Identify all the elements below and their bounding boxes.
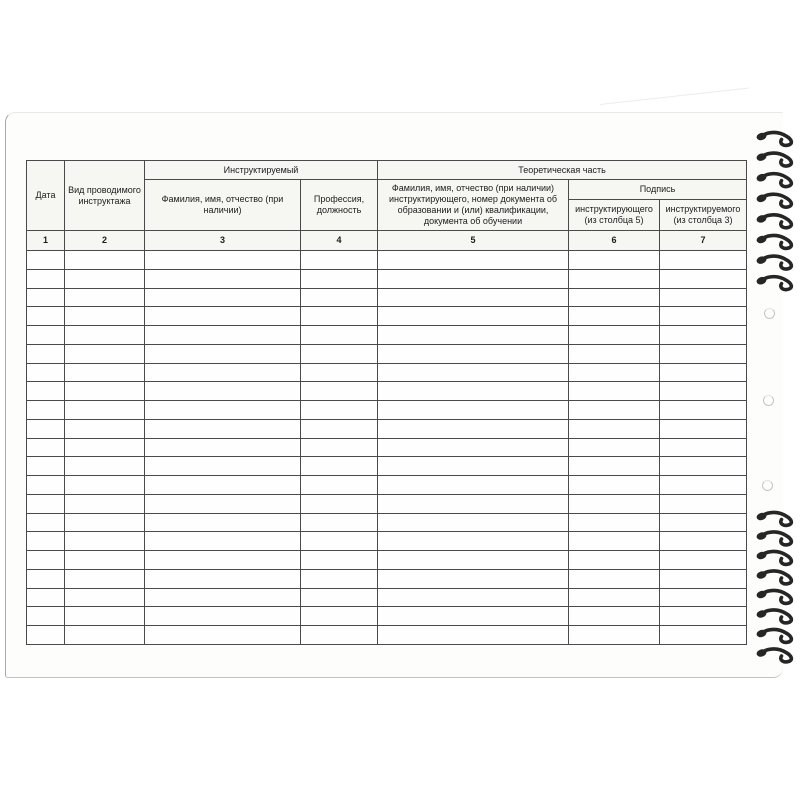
body-cell [301, 251, 378, 270]
table-row [27, 626, 747, 645]
body-cell [660, 438, 747, 457]
header-cell-profession: Профессия, должность [301, 180, 378, 231]
header-cell-instructor-details: Фамилия, имя, отчество (при наличии) инструктирующего, номер документа об образовании и (или) квалификации, документа об обучении [378, 180, 569, 231]
table-row [27, 307, 747, 326]
body-cell [569, 569, 660, 588]
body-cell [65, 288, 145, 307]
table-row [27, 288, 747, 307]
body-cell [660, 551, 747, 570]
body-cell [569, 607, 660, 626]
body-cell [660, 626, 747, 645]
body-cell [569, 457, 660, 476]
spiral-coil [756, 152, 792, 166]
body-cell [27, 401, 65, 420]
body-cell [378, 569, 569, 588]
body-cell [27, 269, 65, 288]
table-row [27, 363, 747, 382]
body-cell [301, 513, 378, 532]
body-cell [378, 494, 569, 513]
body-cell [569, 326, 660, 345]
body-cell [65, 532, 145, 551]
body-cell [65, 363, 145, 382]
body-cell [660, 269, 747, 288]
journal-page [5, 112, 783, 678]
body-cell [378, 326, 569, 345]
body-cell [27, 551, 65, 570]
header-cell-signature-instructor: инструктирующего (из столбца 5) [569, 200, 660, 231]
body-cell [301, 288, 378, 307]
body-cell [145, 438, 301, 457]
body-cell [145, 569, 301, 588]
body-cell [27, 288, 65, 307]
table-row [27, 494, 747, 513]
body-cell [378, 307, 569, 326]
body-cell [378, 513, 569, 532]
body-cell [660, 251, 747, 270]
body-cell [145, 401, 301, 420]
body-cell [301, 344, 378, 363]
group-header-instructed: Инструктируемый [145, 161, 378, 180]
body-cell [569, 363, 660, 382]
spiral-coil [756, 214, 792, 228]
body-cell [569, 438, 660, 457]
body-cell [27, 326, 65, 345]
body-cell [65, 607, 145, 626]
column-number: 2 [65, 231, 145, 251]
body-cell [27, 513, 65, 532]
body-cell [65, 476, 145, 495]
spiral-coil [756, 629, 792, 643]
body-cell [145, 363, 301, 382]
body-cell [27, 251, 65, 270]
body-cell [660, 532, 747, 551]
body-cell [27, 344, 65, 363]
table-row [27, 438, 747, 457]
body-cell [301, 494, 378, 513]
header-cell-instructed-name: Фамилия, имя, отчество (при наличии) [145, 180, 301, 231]
body-cell [145, 307, 301, 326]
body-cell [378, 588, 569, 607]
group-header-theory: Теоретическая часть [378, 161, 747, 180]
body-cell [65, 626, 145, 645]
spiral-coil [756, 255, 792, 269]
body-cell [27, 419, 65, 438]
body-cell [145, 457, 301, 476]
body-cell [301, 588, 378, 607]
body-cell [569, 476, 660, 495]
table-row [27, 457, 747, 476]
body-cell [27, 382, 65, 401]
column-number: 7 [660, 231, 747, 251]
body-cell [301, 438, 378, 457]
body-cell [65, 588, 145, 607]
body-cell [378, 551, 569, 570]
punch-hole [764, 308, 775, 319]
body-cell [301, 607, 378, 626]
body-cell [301, 419, 378, 438]
spiral-coil [756, 512, 792, 526]
body-cell [65, 251, 145, 270]
body-cell [145, 494, 301, 513]
body-cell [378, 438, 569, 457]
body-cell [145, 626, 301, 645]
table-row [27, 607, 747, 626]
body-cell [65, 438, 145, 457]
body-cell [378, 401, 569, 420]
body-cell [378, 344, 569, 363]
body-cell [65, 551, 145, 570]
body-cell [301, 476, 378, 495]
table-row [27, 382, 747, 401]
spiral-coil [756, 132, 792, 146]
spiral-coil [756, 276, 792, 290]
page-curl-edge [600, 88, 749, 105]
spiral-coils-bottom [753, 506, 800, 670]
body-cell [27, 532, 65, 551]
body-cell [301, 532, 378, 551]
body-cell [65, 269, 145, 288]
spiral-coil [756, 590, 792, 604]
body-cell [569, 513, 660, 532]
body-cell [660, 457, 747, 476]
body-cell [145, 419, 301, 438]
body-cell [27, 307, 65, 326]
body-cell [65, 419, 145, 438]
body-cell [145, 513, 301, 532]
table-row [27, 344, 747, 363]
body-cell [301, 363, 378, 382]
body-cell [569, 251, 660, 270]
body-cell [569, 344, 660, 363]
body-cell [660, 588, 747, 607]
body-cell [569, 551, 660, 570]
body-cell [27, 457, 65, 476]
body-cell [660, 326, 747, 345]
body-cell [378, 626, 569, 645]
spiral-coil [756, 551, 792, 565]
table-row [27, 569, 747, 588]
body-cell [27, 476, 65, 495]
body-cell [378, 532, 569, 551]
punch-hole [762, 480, 773, 491]
body-cell [27, 363, 65, 382]
body-cell [301, 551, 378, 570]
body-cell [660, 476, 747, 495]
table-row [27, 513, 747, 532]
body-cell [301, 269, 378, 288]
body-cell [65, 569, 145, 588]
body-cell [65, 307, 145, 326]
spiral-coil [756, 173, 792, 187]
table-row [27, 588, 747, 607]
spiral-coil [756, 570, 792, 584]
body-cell [660, 401, 747, 420]
column-number: 5 [378, 231, 569, 251]
table-row [27, 269, 747, 288]
column-number-row [27, 231, 747, 251]
body-cell [660, 363, 747, 382]
body-cell [27, 588, 65, 607]
body-cell [378, 251, 569, 270]
body-cell [301, 626, 378, 645]
spiral-coils-top [753, 126, 800, 298]
body-cell [660, 382, 747, 401]
body-cell [569, 307, 660, 326]
table-row [27, 326, 747, 345]
table-row [27, 401, 747, 420]
body-cell [145, 551, 301, 570]
body-cell [378, 476, 569, 495]
body-cell [378, 382, 569, 401]
body-cell [660, 494, 747, 513]
body-cell [65, 382, 145, 401]
body-cell [145, 288, 301, 307]
body-cell [378, 607, 569, 626]
spiral-coil [756, 609, 792, 623]
header-cell-date: Дата [27, 161, 65, 231]
spiral-coil [756, 531, 792, 545]
body-cell [301, 326, 378, 345]
body-cell [569, 532, 660, 551]
body-cell [27, 607, 65, 626]
body-cell [660, 513, 747, 532]
body-cell [378, 419, 569, 438]
body-cell [660, 344, 747, 363]
body-cell [569, 288, 660, 307]
header-cell-instruction-type: Вид проводимого инструктажа [65, 161, 145, 231]
body-cell [660, 307, 747, 326]
body-cell [145, 344, 301, 363]
column-number: 4 [301, 231, 378, 251]
table-row [27, 251, 747, 270]
body-cell [27, 438, 65, 457]
body-cell [145, 476, 301, 495]
spiral-coil [756, 648, 792, 662]
instruction-log-table [26, 160, 747, 645]
body-cell [65, 326, 145, 345]
body-cell [378, 457, 569, 476]
body-cell [378, 363, 569, 382]
table-row [27, 551, 747, 570]
body-cell [569, 401, 660, 420]
body-cell [660, 607, 747, 626]
body-cell [27, 569, 65, 588]
body-cell [378, 288, 569, 307]
body-cell [660, 288, 747, 307]
body-cell [660, 569, 747, 588]
header-cell-signature-instructed: инструктируемого (из столбца 3) [660, 200, 747, 231]
column-number: 6 [569, 231, 660, 251]
body-cell [145, 251, 301, 270]
body-cell [569, 626, 660, 645]
body-cell [27, 626, 65, 645]
body-cell [145, 382, 301, 401]
body-cell [65, 401, 145, 420]
spiral-coil [756, 193, 792, 207]
body-cell [65, 494, 145, 513]
body-cell [145, 532, 301, 551]
body-cell [301, 569, 378, 588]
body-cell [378, 269, 569, 288]
body-cell [301, 382, 378, 401]
body-cell [145, 607, 301, 626]
table-row [27, 476, 747, 495]
body-cell [145, 326, 301, 345]
body-cell [301, 307, 378, 326]
punch-hole [763, 395, 774, 406]
table-row [27, 419, 747, 438]
table-row [27, 532, 747, 551]
body-cell [145, 269, 301, 288]
body-cell [569, 419, 660, 438]
body-cell [65, 513, 145, 532]
group-header-signature: Подпись [569, 180, 747, 200]
spiral-coil [756, 235, 792, 249]
body-cell [145, 588, 301, 607]
column-number: 3 [145, 231, 301, 251]
body-cell [65, 344, 145, 363]
body-cell [660, 419, 747, 438]
column-number: 1 [27, 231, 65, 251]
body-cell [569, 382, 660, 401]
body-cell [65, 457, 145, 476]
body-cell [301, 457, 378, 476]
body-cell [569, 588, 660, 607]
body-cell [27, 494, 65, 513]
body-cell [301, 401, 378, 420]
body-cell [569, 494, 660, 513]
body-cell [569, 269, 660, 288]
